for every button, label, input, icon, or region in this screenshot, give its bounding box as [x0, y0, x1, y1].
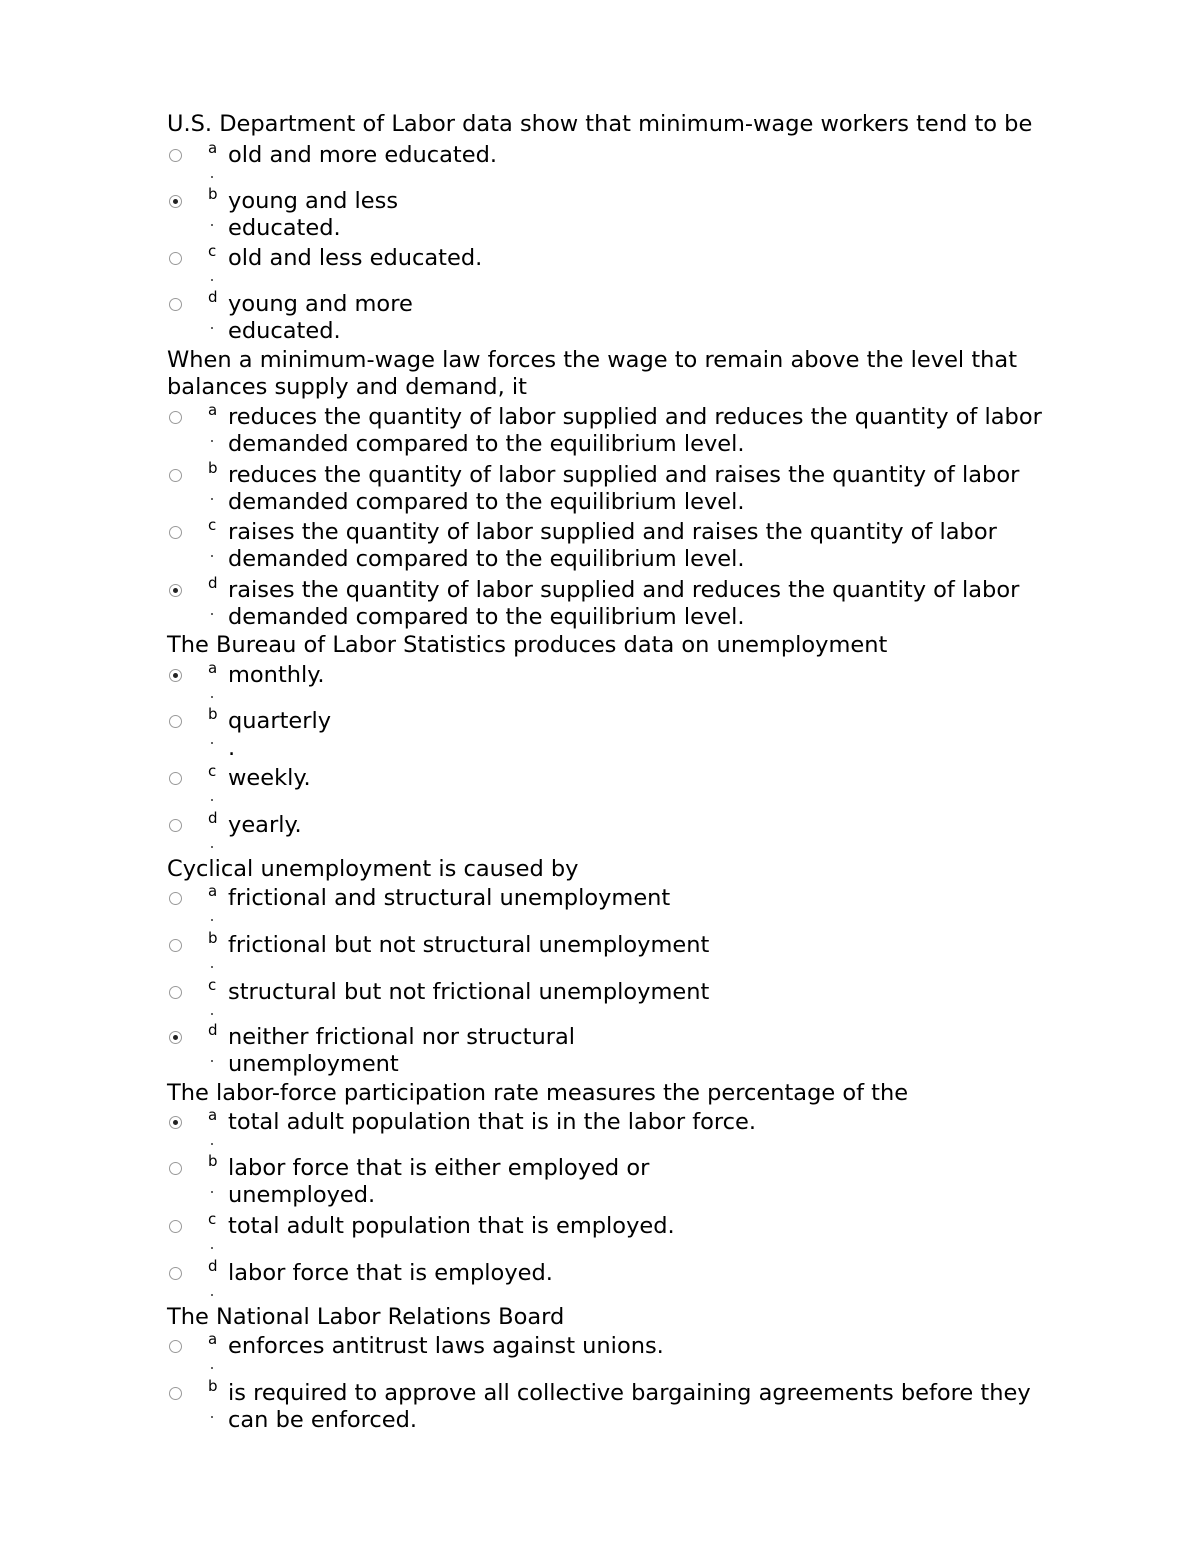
bullet-dot — [211, 1294, 213, 1296]
option-2a[interactable] — [167, 401, 1107, 457]
option-5a[interactable] — [167, 1106, 1107, 1161]
option-text: reduces the quantity of labor supplied and raises the quantity of labor demanded compared to the equilibrium level. — [228, 462, 1020, 515]
option-text: young and less educated. — [228, 188, 399, 241]
option-letter: d — [208, 574, 218, 592]
option-letter: c — [208, 1210, 217, 1228]
option-6a[interactable] — [167, 1330, 1107, 1385]
question-2-stem: When a minimum-wage law forces the wage to remain above the level that balances supply and demand, it — [167, 347, 1018, 400]
option-letter: b — [208, 459, 218, 477]
radio-button-icon[interactable] — [169, 669, 182, 682]
option-letter: d — [208, 1257, 218, 1275]
bullet-dot — [211, 919, 213, 921]
option-letter: a — [208, 401, 218, 419]
radio-button-icon[interactable] — [169, 1387, 182, 1400]
option-text: total adult population that is in the labor force. — [228, 1109, 757, 1135]
bullet-dot — [211, 176, 213, 178]
option-letter: b — [208, 185, 218, 203]
radio-button-icon[interactable] — [169, 252, 182, 265]
option-1b[interactable] — [167, 185, 1107, 241]
bullet-dot — [211, 498, 213, 500]
option-3b[interactable] — [167, 705, 1107, 761]
option-text: is required to approve all collective bargaining agreements before they can be enforced. — [228, 1380, 1031, 1433]
option-letter: d — [208, 809, 218, 827]
radio-button-icon[interactable] — [169, 195, 182, 208]
question-6-stem: The National Labor Relations Board — [167, 1304, 565, 1330]
bullet-dot — [211, 555, 213, 557]
bullet-dot — [211, 799, 213, 801]
option-letter: b — [208, 705, 218, 723]
bullet-dot — [211, 279, 213, 281]
radio-button-icon[interactable] — [169, 986, 182, 999]
option-letter: a — [208, 1330, 218, 1348]
question-1-stem: U.S. Department of Labor data show that minimum-wage workers tend to be — [167, 111, 1033, 137]
bullet-dot — [211, 966, 213, 968]
option-text: frictional but not structural unemployment — [228, 932, 710, 958]
bullet-dot — [211, 1191, 213, 1193]
option-1c[interactable] — [167, 242, 1107, 297]
radio-button-icon[interactable] — [169, 584, 182, 597]
option-letter: d — [208, 288, 218, 306]
option-letter: c — [208, 976, 217, 994]
option-2c[interactable] — [167, 516, 1107, 572]
option-text: old and less educated. — [228, 245, 483, 271]
option-text: labor force that is either employed or unemployed. — [228, 1155, 650, 1208]
radio-button-icon[interactable] — [169, 149, 182, 162]
option-1d[interactable] — [167, 288, 1107, 344]
option-letter: a — [208, 659, 218, 677]
radio-button-icon[interactable] — [169, 1116, 182, 1129]
option-text: yearly. — [228, 812, 302, 838]
option-text: enforces antitrust laws against unions. — [228, 1333, 664, 1359]
option-letter: a — [208, 1106, 218, 1124]
option-letter: a — [208, 139, 218, 157]
radio-button-icon[interactable] — [169, 772, 182, 785]
radio-button-icon[interactable] — [169, 411, 182, 424]
option-text: old and more educated. — [228, 142, 498, 168]
option-text: monthly. — [228, 662, 325, 688]
option-letter: d — [208, 1021, 218, 1039]
radio-button-icon[interactable] — [169, 1162, 182, 1175]
option-3a[interactable] — [167, 659, 1107, 714]
option-6b[interactable] — [167, 1377, 1107, 1433]
bullet-dot — [211, 440, 213, 442]
bullet-dot — [211, 613, 213, 615]
option-4b[interactable] — [167, 929, 1107, 984]
option-letter: c — [208, 516, 217, 534]
radio-button-icon[interactable] — [169, 939, 182, 952]
radio-button-icon[interactable] — [169, 892, 182, 905]
option-4a[interactable] — [167, 882, 1107, 937]
radio-button-icon[interactable] — [169, 1220, 182, 1233]
bullet-dot — [211, 327, 213, 329]
option-letter: b — [208, 929, 218, 947]
option-letter: a — [208, 882, 218, 900]
bullet-dot — [211, 696, 213, 698]
option-5c[interactable] — [167, 1210, 1107, 1265]
radio-button-icon[interactable] — [169, 1031, 182, 1044]
option-letter: c — [208, 762, 217, 780]
option-text: raises the quantity of labor supplied and raises the quantity of labor demanded compared to the equilibrium level. — [228, 519, 997, 572]
bullet-dot — [211, 846, 213, 848]
bullet-dot — [211, 1367, 213, 1369]
option-letter: b — [208, 1377, 218, 1395]
radio-button-icon[interactable] — [169, 469, 182, 482]
radio-button-icon[interactable] — [169, 1340, 182, 1353]
option-4d[interactable] — [167, 1021, 1107, 1077]
option-5b[interactable] — [167, 1152, 1107, 1208]
radio-button-icon[interactable] — [169, 1267, 182, 1280]
option-text: neither frictional nor structural unemployment — [228, 1024, 575, 1077]
option-text: labor force that is employed. — [228, 1260, 553, 1286]
option-letter: b — [208, 1152, 218, 1170]
radio-button-icon[interactable] — [169, 298, 182, 311]
bullet-dot — [211, 1247, 213, 1249]
option-letter: c — [208, 242, 217, 260]
option-text: total adult population that is employed. — [228, 1213, 675, 1239]
option-text: reduces the quantity of labor supplied and reduces the quantity of labor demanded compared to the equilibrium level. — [228, 404, 1042, 457]
option-2b[interactable] — [167, 459, 1107, 515]
option-3c[interactable] — [167, 762, 1107, 817]
bullet-dot — [211, 1060, 213, 1062]
radio-button-icon[interactable] — [169, 526, 182, 539]
question-3-stem: The Bureau of Labor Statistics produces data on unemployment — [167, 632, 888, 658]
option-text: raises the quantity of labor supplied and reduces the quantity of labor demanded compared to the equilibrium level. — [228, 577, 1020, 630]
question-4-stem: Cyclical unemployment is caused by — [167, 856, 579, 882]
option-text: frictional and structural unemployment — [228, 885, 671, 911]
option-2d[interactable] — [167, 574, 1107, 630]
radio-button-icon[interactable] — [169, 715, 182, 728]
option-text: weekly. — [228, 765, 311, 791]
question-5-stem: The labor-force participation rate measures the percentage of the — [167, 1080, 909, 1106]
option-1a[interactable] — [167, 139, 1107, 194]
option-text: young and more educated. — [228, 291, 413, 344]
bullet-dot — [211, 1013, 213, 1015]
radio-button-icon[interactable] — [169, 819, 182, 832]
bullet-dot — [211, 1143, 213, 1145]
option-text: quarterly . — [228, 708, 332, 761]
bullet-dot — [211, 1416, 213, 1418]
option-text: structural but not frictional unemployment — [228, 979, 710, 1005]
bullet-dot — [211, 742, 213, 744]
bullet-dot — [211, 224, 213, 226]
